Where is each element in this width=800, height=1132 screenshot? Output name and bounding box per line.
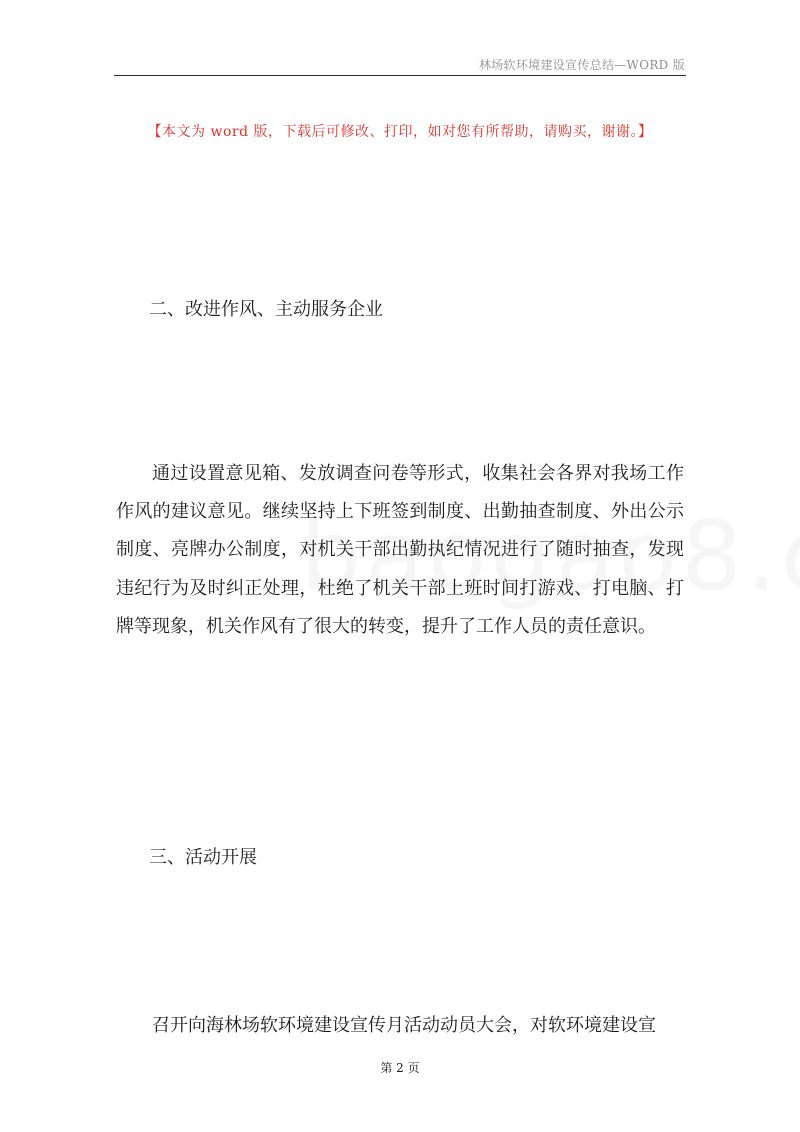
section-paragraph-3: 召开向海林场软环境建设宣传月活动动员大会，对软环境建设宣 (152, 1015, 656, 1036)
download-notice: 【本文为 word 版，下载后可修改、打印，如对您有所帮助，请购买，谢谢。】 (147, 124, 653, 140)
section-heading-3: 三、活动开展 (149, 847, 257, 868)
section-heading-2: 二、改进作风、主动服务企业 (149, 299, 383, 320)
page-number: 第 2 页 (380, 1061, 420, 1075)
running-header: 林场软环境建设宣传总结—WORD 版 (478, 58, 685, 72)
section-paragraph-2: 通过设置意见箱、发放调查问卷等形式，收集社会各界对我场工作作风的建议意见。继续坚持上下班签到制度、出勤抽查制度、外出公示制度、亮牌办公制度，对机关干部出勤执纪情况进行了随时抽查，发现违纪行为及时纠正处理，杜绝了机关干部上班时间打游戏、打电脑、打牌等现象，机关作风有了很大的转变，提升了工作人员的责任意识。 (116, 463, 684, 637)
header-divider (114, 75, 686, 76)
